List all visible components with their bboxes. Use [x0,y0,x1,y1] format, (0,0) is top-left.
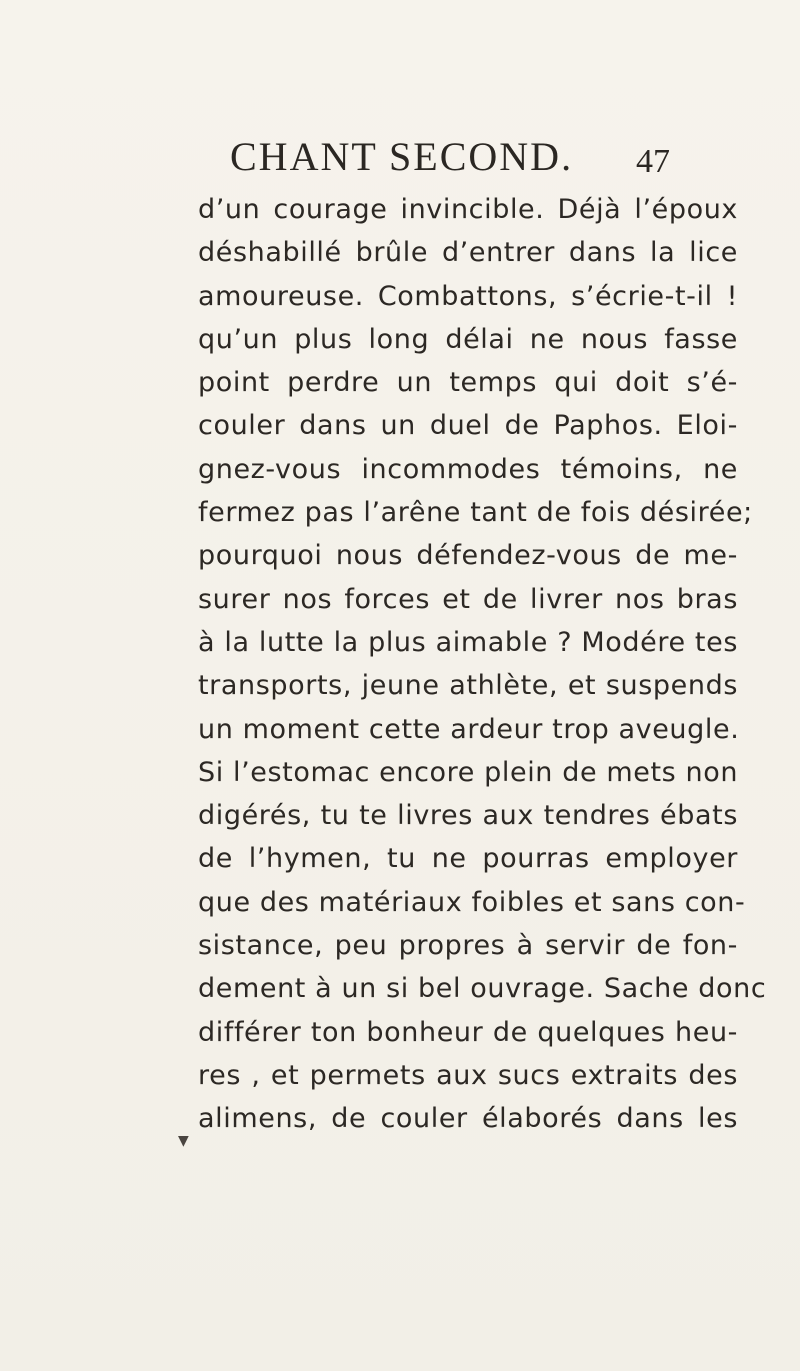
text-line: couler dans un duel de Paphos. Eloi- [198,410,738,442]
text-line: transports, jeune athlète, et suspends [198,670,738,702]
text-line: Si l’estomac encore plein de mets non [198,756,739,788]
running-head [0,133,800,183]
text-line: alimens, de couler élaborés dans les [198,1103,738,1135]
text-line: res , et permets aux sucs extraits des [198,1059,738,1091]
text-line: qu’un plus long délai ne nous fasse [198,323,738,355]
text-line: différer ton bonheur de quelques heu- [198,1016,738,1048]
text-line: surer nos forces et de livrer nos bras [198,583,738,615]
text-line: que des matériaux foibles et sans con- [198,886,746,918]
page-corner-mark: ▼ [178,1133,189,1149]
text-line: fermez pas l’arêne tant de fois désirée; [198,497,753,529]
text-line: d’un courage invincible. Déjà l’époux [198,194,738,225]
running-title: CHANT SECOND. [230,134,574,179]
text-line: déshabillé brûle d’entrer dans la lice [198,237,738,269]
text-line: point perdre un temps qui doit s’é- [198,367,738,399]
text-line: dement à un si bel ouvrage. Sache donc [198,973,767,1005]
text-line: à la lutte la plus aimable ? Modére tes [198,626,738,658]
text-line: pourquoi nous défendez-vous de me- [198,540,738,572]
text-line: digérés, tu te livres aux tendres ébats [198,800,738,832]
text-line: sistance, peu propres à servir de fon- [198,930,738,962]
body-text [198,188,767,1141]
page-number: 47 [636,143,670,180]
text-line: amoureuse. Combattons, s’écrie-t-il ! [198,280,738,312]
text-line: un moment cette ardeur trop aveugle. [198,713,740,745]
text-line: de l’hymen, tu ne pourras employer [198,843,738,875]
text-line: gnez-vous incommodes témoins, ne [198,453,738,485]
